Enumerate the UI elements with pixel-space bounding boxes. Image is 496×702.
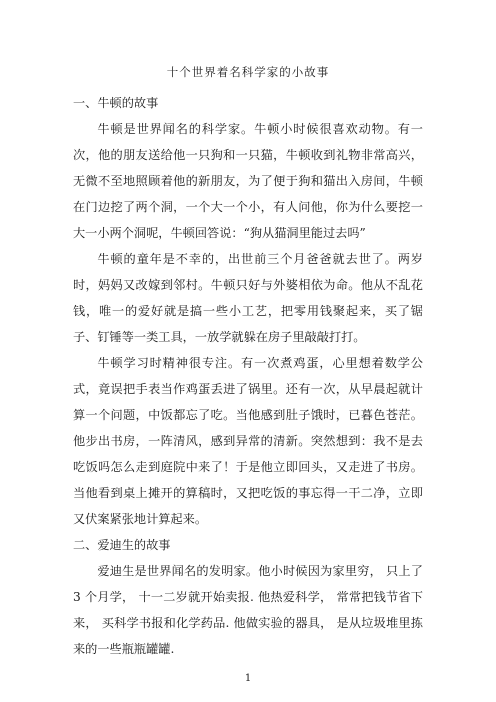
document-body	[73, 90, 423, 662]
page-number: 1	[244, 673, 252, 684]
newton-paragraph-3: 牛顿学习时精神很专注。有一次煮鸡蛋，心里想着数学公式，竟误把手表当作鸡蛋丢进了锅里。还有一次，从早晨起就计算一个问题，中饭都忘了吃。当他感到肚子饿时，已暮色苍茫。他步出书房，一阵清风，感到异常的清新。突然想到：我不是去吃饭吗怎么走到庭院中来了！于是他立即回头，又走进了书房。当他看到桌上摊开的算稿时，又把吃饭的事忘得一干二净，立即又伏案紧张地计算起来。	[73, 356, 423, 526]
newton-paragraph-2: 牛顿的童年是不幸的，出世前三个月爸爸就去世了。两岁时，妈妈又改嫁到邻村。牛顿只好与外婆相依为命。他从不乱花钱，唯一的爱好就是搞一些小工艺，把零用钱聚起来，买了锯子、钉锤等一类工具，一放学就躲在房子里敲敲打打。	[73, 252, 423, 344]
section-heading-edison: 二、爱迪生的故事	[73, 538, 171, 552]
edison-paragraph-1: 爱迪生是世界闻名的发明家。他小时候因为家里穷， 只上了 3 个月学， 十一二岁就开始卖报. 他热爱科学， 常常把钱节省下来， 买科学书报和化学药品. 他做实验的器具， 是从垃圾堆里拣来的一些瓶瓶罐罐.	[73, 564, 423, 656]
section-heading-newton: 一、牛顿的故事	[73, 96, 159, 110]
newton-paragraph-1: 牛顿是世界闻名的科学家。牛顿小时候很喜欢动物。有一次，他的朋友送给他一只狗和一只猫，牛顿收到礼物非常高兴，无微不至地照顾着他的新朋友，为了便于狗和猫出入房间，牛顿在门边挖了两个洞，一个大一个小，有人问他，你为什么要挖一大一小两个洞呢，牛顿回答说：“狗从猫洞里能过去吗”	[73, 122, 423, 240]
document-title: 十个世界着名科学家的小故事	[166, 65, 330, 79]
